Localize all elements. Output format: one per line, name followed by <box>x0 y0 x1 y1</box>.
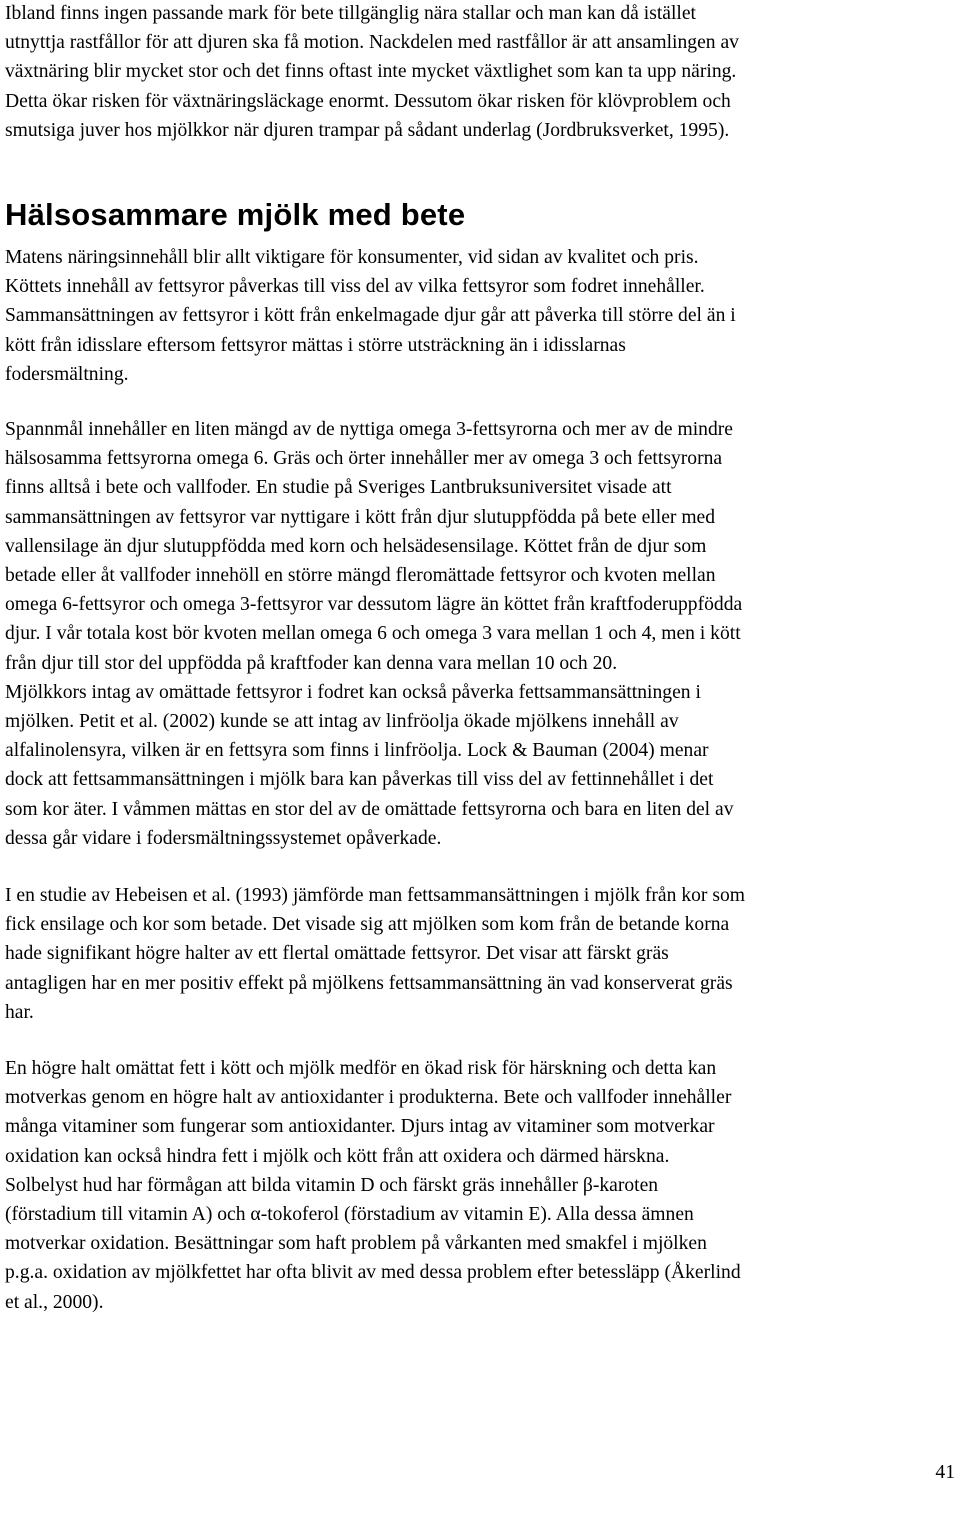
paragraph-4: En högre halt omättat fett i kött och mjölk medför en ökad risk för härskning och detta kan motverkas genom en högre halt av antioxidanter i produkterna. Bete och vallfoder innehåller många vitaminer som fungerar som antioxidanter. Djurs intag av vitaminer som motverkar oxidation kan också hindra fett i mjölk och kött från att oxidera och därmed härskna. Solbelyst hud har förmågan att bilda vitamin D och färskt gräs innehåller β-karoten (förstadium till vitamin A) och α-tokoferol (förstadium av vitamin E). Alla dessa ämnen motverkar oxidation. Besättningar som haft problem på vårkanten med smakfel i mjölken p.g.a. oxidation av mjölkfettet har ofta blivit av med dessa problem efter betessläpp (Åkerlind et al., 2000). <box>5 1058 741 1313</box>
paragraph-3: I en studie av Hebeisen et al. (1993) jämförde man fettsammansättningen i mjölk från kor som fick ensilage och kor som betade. Det visade sig att mjölken som kom från de betande korna hade signifikant högre halter av ett flertal omättade fettsyror. Det visar att färskt gräs antagligen har en mer positiv effekt på mjölkens fettsammansättning än vad konserverat gräs har. <box>5 885 745 1023</box>
intro-paragraph: Ibland finns ingen passande mark för bete tillgänglig nära stallar och man kan då istället utnyttja rastfållor för att djuren ska få motion. Nackdelen med rastfållor är att ansamlingen av växtnäring blir mycket stor och det finns oftast inte mycket växtlighet som kan ta upp näring. Detta ökar risken för växtnäringsläckage enormt. Dessutom ökar risken för klövproblem och smutsiga juver hos mjölkkor när djuren trampar på sådant underlag (Jordbruksverket, 1995). <box>5 3 739 141</box>
page-number: 41 <box>935 1462 955 1483</box>
section-heading: Hälsosammare mjölk med bete <box>5 197 466 232</box>
paragraph-2: Spannmål innehåller en liten mängd av de nyttiga omega 3-fettsyrorna och mer av de mindre hälsosamma fettsyrorna omega 6. Gräs och örter innehåller mer av omega 3 och fettsyrorna finns alltså i bete och vallfoder. En studie på Sveriges Lantbruksuniversitet visade att sammansättningen av fettsyror var nyttigare i kött från djur slutuppfödda på bete eller med vallensilage än djur slutuppfödda med korn och helsädesensilage. Köttet från de djur som betade eller åt vallfoder innehöll en större mängd fleromättade fettsyror och kvoten mellan omega 6-fettsyror och omega 3-fettsyror var dessutom lägre än köttet från kraftfoderuppfödda djur. I vår totala kost bör kvoten mellan omega 6 och omega 3 vara mellan 1 och 4, men i kött från djur till stor del uppfödda på kraftfoder kan denna vara mellan 10 och 20. Mjölkkors intag av omättade fettsyror i fodret kan också påverka fettsammansättningen i mjölken. Petit et al. (2002) kunde se att intag av linfröolja ökade mjölkens innehåll av alfalinolensyra, vilken är en fettsyra som finns i linfröolja. Lock & Bauman (2004) menar dock att fettsammansättningen i mjölk bara kan påverkas till viss del av fettinnehållet i det som kor äter. I våmmen mättas en stor del av de omättade fettsyrorna och bara en liten del av dessa går vidare i fodersmältningssystemet opåverkade. <box>5 419 743 849</box>
paragraph-1: Matens näringsinnehåll blir allt viktigare för konsumenter, vid sidan av kvalitet och pris. Köttets innehåll av fettsyror påverkas till viss del av vilka fettsyror som fodret innehåller. Sammansättningen av fettsyror i kött från enkelmagade djur går att påverka till större del än i kött från idisslare eftersom fettsyror mättas i större utsträckning än i idisslarnas fodersmältning. <box>5 247 736 385</box>
